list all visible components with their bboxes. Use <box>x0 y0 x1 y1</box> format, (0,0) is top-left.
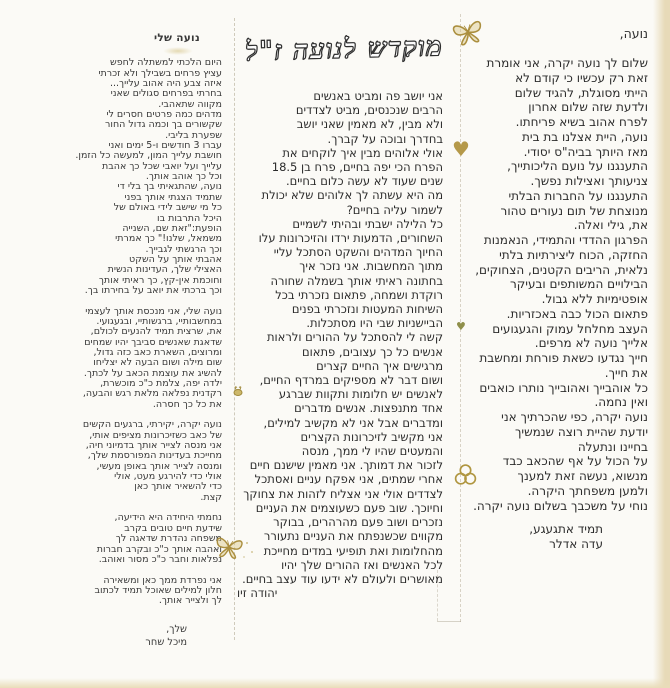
text-line <box>22 565 222 575</box>
text-line: את, גילי ואלה. <box>573 218 648 233</box>
text-line: היום הלכתי למשתלה לחפש <box>110 57 222 69</box>
text-line: היכל התרבות בו <box>156 212 222 224</box>
text-line: מקווים שכשנפתח את העניים נתעורר <box>263 529 443 544</box>
text-line: שפערת בליבי. <box>165 129 222 141</box>
text-line: שום מילה ושום הבעה לא יצליחו <box>93 357 222 369</box>
text-line: ושום דבר לא מספיקים במרדף החיים, <box>259 373 443 388</box>
text-line: אלייך נועה לא מרפים. <box>534 336 648 351</box>
text-line: אולי אלוהים מבין איך לוקחים את <box>282 145 443 160</box>
text-line: כדי להשאיר אותך כאן <box>134 481 222 493</box>
text-line: ולדעת שזה שלום אחרון <box>528 100 648 115</box>
text-line: מחייכת בעדינות המפורסמת שלך, <box>87 450 222 462</box>
text-line: בחדרך ובוכה על קברך. <box>327 131 443 146</box>
text-line: אני מנסה לצייר אותך בדמיוני חיה, <box>85 440 222 452</box>
text-line: כל מי שישב לידי באולם של <box>113 202 222 214</box>
text-line: קשה לי להסתכל על ההורים ולראות <box>266 330 443 345</box>
text-line: נועה, היית אצלנו בת בית <box>522 129 648 144</box>
heart-icon: ♥ <box>452 137 470 161</box>
text-line: משמאל, שלנו!" כך אמרתי <box>115 233 222 245</box>
left-letter <box>22 33 222 649</box>
text-line: נועה יקרה, יקירתי, ברגעים הקשים <box>82 419 222 431</box>
text-line: ולא מבין, לא מאמין שאני יושב <box>296 117 443 132</box>
text-line: מאז היותך בביה"ס יסודי. <box>523 144 648 159</box>
clover-flower-icon <box>453 463 478 488</box>
dedication-title: מוקדש לנועה ז"ל <box>245 31 444 68</box>
text-line: עלייך ועל יואבי שכל כך אהבת <box>102 160 222 172</box>
text-line: ומרוצים, השארת כאב כזה גדול, <box>93 346 222 358</box>
text-line: ולמען משפחתך היקרה. <box>527 483 648 498</box>
text-line: האצילי שלך, העדינות הנשית <box>107 264 222 276</box>
text-line: רוקדת ושמחה, פתאום נזכרתי בכל <box>275 287 443 302</box>
text-line: את כל כך חסרה. <box>152 398 222 410</box>
text-line: נוחי על משכבך בשלום נועה יקרה. <box>473 498 648 513</box>
text-line: הרבים שנכנסים, מביט לצדדים <box>295 103 443 118</box>
text-line: החיוך המדהים והשקט הסתכל עליי <box>273 245 443 260</box>
text-line: קצת. <box>200 491 222 503</box>
text-line: שדאגת שאנשים סביבך יהיו שמחים <box>84 336 222 348</box>
text-line: מדהים כמה פרטים חסרים לי <box>106 109 222 121</box>
text-line: מרגישים איך החיים קצרים <box>316 358 443 373</box>
right-letter-signoff <box>452 522 603 552</box>
text-line: החזקה, הכוח ליצירתיות בלתי <box>499 247 648 262</box>
text-line: לאנשים יש חלומות ותקוות שברגע <box>278 387 443 402</box>
text-line: וחוכמת אין-קץ, כך ראיתי אותך <box>98 274 222 286</box>
text-line: מיכל שחר <box>145 636 187 648</box>
text-line: זאת רק עכשיו כי קודם לא <box>515 70 648 85</box>
text-line: נלאית, הריבים הקטנים, הצחוקים, <box>475 262 648 277</box>
text-line: נזכרים ושוב פעם מהרהרים, בבוקר <box>273 515 443 530</box>
text-line: אחרי שמתים, אני אפקח עניים ואסתכל <box>254 472 443 487</box>
text-line: כל הלילה ישבתי ובהיתי לשמיים <box>292 216 443 231</box>
text-line: אני מקשיב לזיכרונות הקצרים <box>300 429 443 444</box>
middle-article-author: יהודה זיו <box>237 586 278 601</box>
text-line: במחשבותיי, ברגשותיי, ובגעגועי. <box>96 315 222 327</box>
scanned-page-bottom-edge <box>0 678 670 688</box>
text-line: לצדדים אולי אני אצליח לזהות את צחוקך <box>243 486 443 501</box>
text-line: אופטימיות ללא גבול. <box>541 292 648 306</box>
text-line: וכך ברכתי את יואב על בחירתו בך. <box>84 284 222 296</box>
text-line: לכל האנשים ואז ההורים שלך יהיו <box>281 557 443 572</box>
text-line: שלום לך נועה יקרה, אני אומרת <box>486 56 648 70</box>
text-line: עברו 3 חודשים ו-5 ימים ואני <box>108 140 222 152</box>
text-line: שלך, <box>166 623 187 635</box>
text-line: ומדברים אבל אני לא מקשיב למילים, <box>263 415 443 430</box>
bee-icon <box>231 385 245 397</box>
text-line: עציץ פרחים בשבילך ולא זכרתי <box>98 67 222 79</box>
text-line: של כאב כשזיכרונות מציפים אותי, <box>89 429 222 441</box>
text-line: בחיינו ונתעלה <box>577 439 648 454</box>
right-letter-body <box>452 56 648 553</box>
text-line: מאושרים ולעולם לא ידעו עוד עצב בחיים. <box>242 571 443 586</box>
text-line: לפרח אהוב בשיא פריחתו. <box>515 115 648 129</box>
text-line: מהחלומות ואת תופיעי במדים מחייכת <box>263 543 443 558</box>
text-line: השיחות המעטות ונזכרתי בפנים <box>291 302 443 317</box>
text-line: אחד מתנפצות. אנשים מדברים <box>294 401 443 416</box>
text-line: התענגנו על החברות הבלתי <box>508 188 648 203</box>
text-line: ומנסה לצייר אותך באופן מעשי, <box>96 460 222 472</box>
text-line: חושבת עלייך המון, למעשה כל הזמן. <box>75 150 222 162</box>
text-line: משפחה נהדרת שדאגה לך <box>115 533 222 545</box>
text-line: נועה, שהתגאיתי בך בלי די <box>117 181 222 193</box>
right-letter-greeting: נועה, <box>619 26 648 41</box>
text-line: וחיוכך. שוב פעם כשעוצמים את העניים <box>255 500 443 515</box>
text-line: נועה יקרה, כפי שהכרתיך אני <box>501 410 648 424</box>
text-line: התענגנו על נועם הליכותייך, <box>507 159 648 174</box>
text-line: שקשורים בך וכמה גדול החור <box>105 119 222 131</box>
text-line: עדה אדלר <box>549 537 603 552</box>
text-line: להשיג את עוצמת הכאב על לכתך. <box>83 367 222 379</box>
left-letter-lines <box>22 58 222 606</box>
butterfly-icon <box>211 532 246 562</box>
gold-smudge <box>163 47 193 55</box>
text-line: חייך נגדעו כשאת פורחת ומחשבת <box>479 351 648 365</box>
left-letter-title: נועה שלי <box>153 32 200 44</box>
text-line: לשמור עליה בחיים? <box>346 202 443 217</box>
text-line: את, שרצית תמיד להנעים לכולם, <box>90 326 222 338</box>
text-line: אולי כדי להירגע מעט, אולי <box>114 471 222 483</box>
text-line: פתאום הכול כבה באכזריות. <box>506 306 648 321</box>
text-line: הביישניות שבי היו מסתכלות. <box>306 316 443 331</box>
butterfly-icon <box>447 15 488 50</box>
text-line: הפרגון ההדדי והתמידי, הנאמנות <box>483 233 648 247</box>
text-line: נפלאות וחבר כ"כ מסור ואוהב. <box>98 553 222 565</box>
text-line: השחורים, הדמעות ירדו והזיכרונות עלו <box>258 231 443 246</box>
text-line: מתוך המחשבות. אני נזכר איך <box>299 259 443 274</box>
text-line: כל אוהבייך ואהובייך נותרו כואבים <box>479 380 648 395</box>
text-line: צניעותך ואצילות נפשך. <box>530 174 648 188</box>
text-line: על הכול על אף שהכאב כבד <box>502 454 648 469</box>
text-line: לזכור את דמותך. אני מאמין שישנם חיים <box>249 458 443 473</box>
text-line: שתמיד הצגתי אותך בפני <box>124 191 222 203</box>
text-line: שידעת חיים טובים בקרב <box>124 522 222 534</box>
text-line: הפרח הכי יפה בחיים, פרח בן 18.5 <box>271 160 443 175</box>
left-letter-signoff <box>22 623 187 649</box>
text-line: נחמתי היחידה היא הידיעה, <box>114 512 222 524</box>
text-line: חלון למילים שאוכל תמיד לכתוב <box>94 584 222 596</box>
text-line: אנשים כל כך עצובים, פתאום <box>302 344 443 359</box>
text-line: אני יושב פה ומביט באנשים <box>313 89 443 103</box>
text-line: מקווה שתאהבי. <box>158 98 222 110</box>
text-line: הבילויים המשותפים ובעיקר <box>510 277 648 292</box>
text-line: בחרתי בפרחים סגולים שאני <box>110 88 222 100</box>
text-line: את חייך. <box>604 365 648 380</box>
text-line: רקדנית נפלאה מלאת רגש והבעה, <box>82 388 222 400</box>
right-letter-lines <box>452 56 648 513</box>
text-line: ואין נחמה. <box>594 395 648 410</box>
text-line: ילדה יפה, צלמת כ"כ מוכשרת, <box>100 378 222 389</box>
text-line: מה היא עשתה לך אלוהים שלא יכולת <box>261 188 443 203</box>
text-line: וכך הרגשתי לגבייך. <box>145 243 222 255</box>
text-line: אהבתי אותך על השקט <box>129 253 222 265</box>
small-heart-icon: ♥ <box>456 320 466 333</box>
text-line: העצב מחלחל עמוק והגעגועים <box>492 321 648 336</box>
text-line: בחתונה ראיתי אותך בשמלה שחורה <box>270 273 443 288</box>
text-line: מנשוא, נעשה זאת למענך <box>517 469 648 483</box>
middle-article-body <box>237 89 443 600</box>
text-line: מנוצחת של תום נעורים טהור <box>500 203 648 218</box>
text-line: הופעת:"זאת שם, השנייה <box>122 222 222 234</box>
middle-article-lines <box>237 89 443 586</box>
text-line: וכל כך אוהב אותך. <box>145 171 222 183</box>
text-line: נועה שלי, אני מנכסת אותך לעצמי <box>85 305 222 317</box>
clipping-edge-horizontal <box>437 621 461 622</box>
text-line: יודעת שהיית רוצה שנמשיך <box>514 424 648 439</box>
text-line: הייתי מסוגלת, להגיד שלום <box>514 85 648 100</box>
text-line: שנים שעוד לא עשה כלום בחיים. <box>285 174 443 189</box>
gold-sparkle-dots <box>246 542 248 544</box>
scanned-page-right-edge <box>653 0 670 688</box>
text-line: אני נפרדת ממך כאן ומשאירה <box>103 574 222 586</box>
text-line: והמעטים שהיו לי ממך, מנסה <box>301 444 443 459</box>
text-line: לך ולצייר אותך. <box>158 595 222 607</box>
text-line: איזה צבע היה אהוב עלייך... <box>109 78 222 90</box>
text-line: ואהבה אותך כ"כ ובקרב חברות <box>96 543 222 555</box>
text-line: תמיד אתגעגע, <box>529 522 603 537</box>
